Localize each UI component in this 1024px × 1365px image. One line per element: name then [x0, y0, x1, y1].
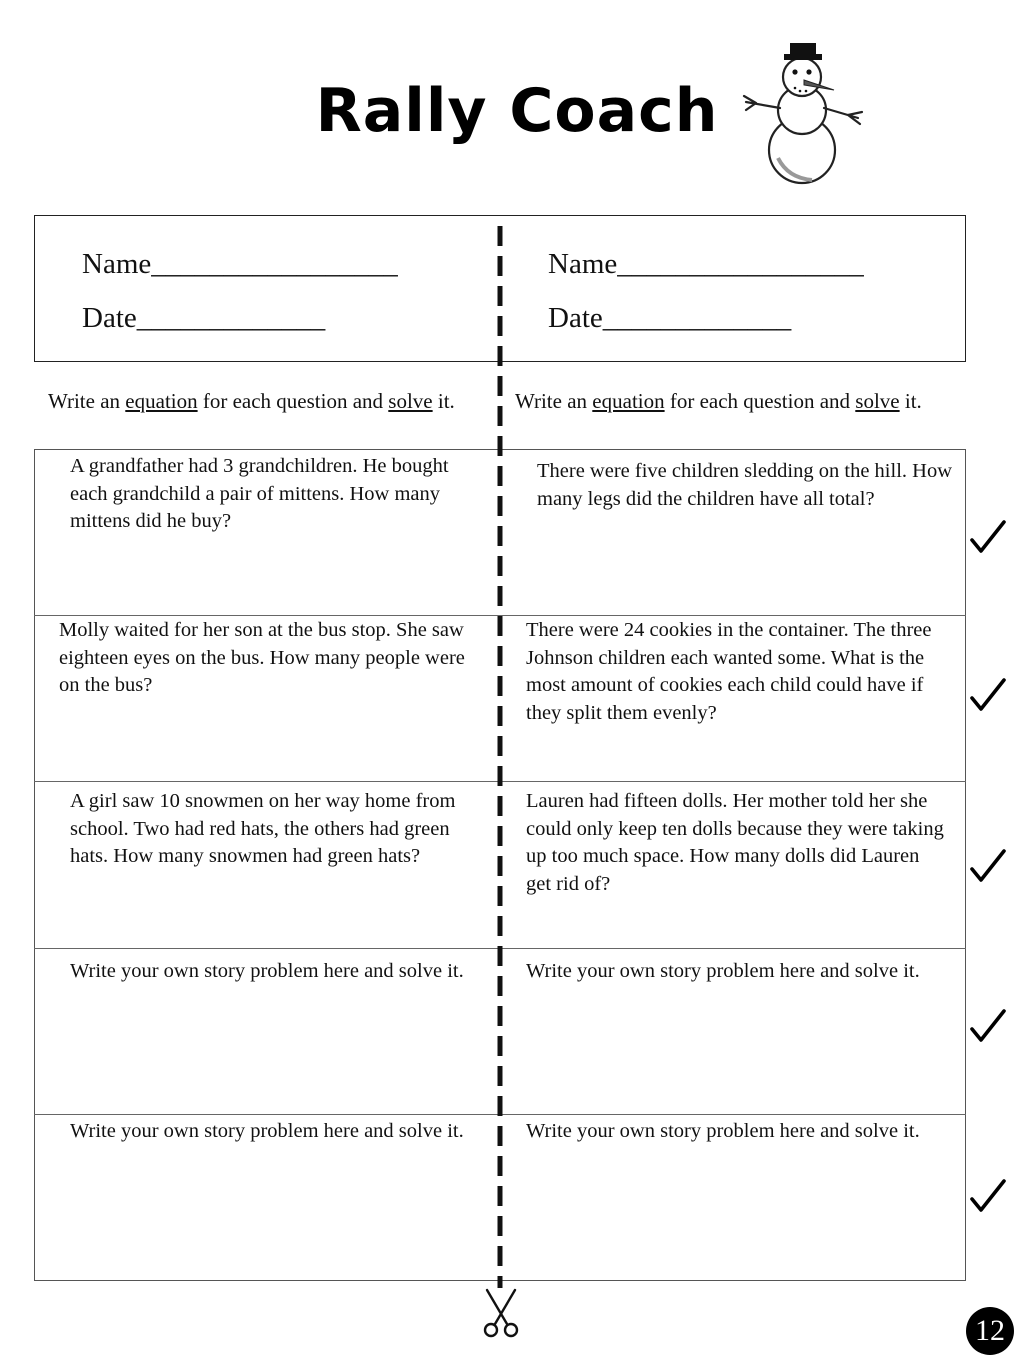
- check-icon: [968, 1177, 1008, 1217]
- cut-line: [494, 226, 506, 1288]
- scissors-icon: [480, 1288, 522, 1340]
- page-title: Rally Coach: [315, 76, 719, 146]
- snowman-icon: [738, 40, 868, 185]
- check-icon: [968, 676, 1008, 716]
- problem-right-4: Write your own story problem here and solve it.: [526, 960, 920, 982]
- check-icon: [968, 847, 1008, 887]
- problem-right-2: There were 24 cookies in the container. The three Johnson children each wanted some. What is the most amount of cookies each child could have if they split them evenly?: [526, 619, 932, 724]
- right-instructions: Write an equation for each question and solve it.: [515, 389, 922, 413]
- problem-left-3: A girl saw 10 snowmen on her way home from school. Two had red hats, the others had green hats. How many snowmen had green hats?: [70, 790, 456, 867]
- right-date-field[interactable]: Date_____________: [548, 302, 792, 334]
- left-instructions: Write an equation for each question and solve it.: [48, 389, 455, 413]
- page-number: 12: [966, 1307, 1014, 1355]
- problem-right-3: Lauren had fifteen dolls. Her mother told her she could only keep ten dolls because they were taking up too much space. How many dolls did Lauren get rid of?: [526, 790, 944, 895]
- problem-right-5: Write your own story problem here and solve it.: [526, 1120, 920, 1142]
- problem-left-4: Write your own story problem here and solve it.: [70, 960, 464, 982]
- check-icon: [968, 518, 1008, 558]
- problem-left-5: Write your own story problem here and solve it.: [70, 1120, 464, 1142]
- problem-left-1: A grandfather had 3 grandchildren. He bought each grandchild a pair of mittens. How many mittens did he buy?: [70, 455, 449, 532]
- problem-left-2: Molly waited for her son at the bus stop. She saw eighteen eyes on the bus. How many people were on the bus?: [59, 619, 465, 696]
- check-icon: [968, 1007, 1008, 1047]
- left-name-field[interactable]: Name_________________: [82, 248, 398, 280]
- problem-right-1: There were five children sledding on the hill. How many legs did the children have all total?: [537, 460, 952, 510]
- right-name-field[interactable]: Name_________________: [548, 248, 864, 280]
- left-date-field[interactable]: Date_____________: [82, 302, 326, 334]
